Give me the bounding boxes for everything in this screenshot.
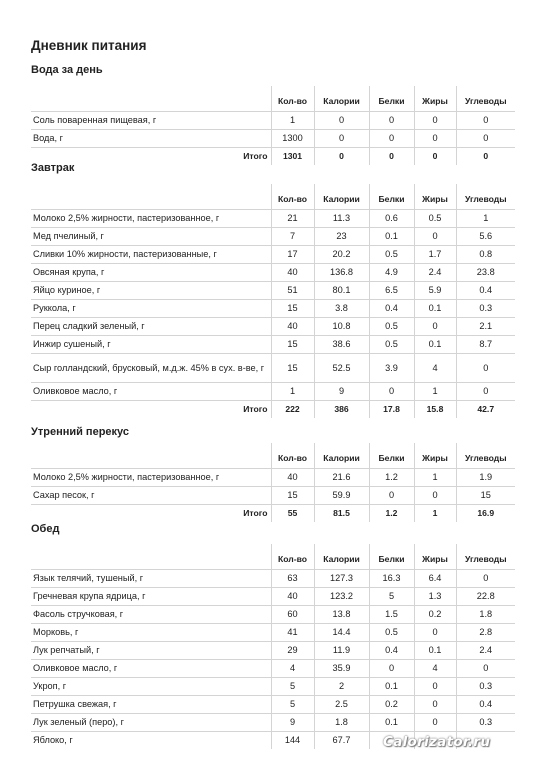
fat-cell: 2.4 bbox=[414, 264, 456, 282]
fat-cell: 0.1 bbox=[414, 336, 456, 354]
qty-cell: 40 bbox=[271, 318, 314, 336]
food-name: Сыр голландский, брусковый, м.д.ж. 45% в сух. в-ве, г bbox=[31, 354, 271, 383]
calories-cell: 67.7 bbox=[314, 732, 369, 750]
total-calories: 0 bbox=[314, 148, 369, 166]
protein-cell: 0.6 bbox=[369, 210, 414, 228]
protein-cell: 0 bbox=[369, 112, 414, 130]
total-label: Итого bbox=[31, 148, 271, 166]
table-row bbox=[31, 282, 515, 300]
protein-cell: 0.5 bbox=[369, 246, 414, 264]
protein-cell: 0 bbox=[369, 130, 414, 148]
carbs-cell: 1 bbox=[456, 210, 515, 228]
table-row bbox=[31, 642, 515, 660]
calories-cell: 14.4 bbox=[314, 624, 369, 642]
qty-cell: 5 bbox=[271, 696, 314, 714]
header-fat: Жиры bbox=[414, 544, 456, 570]
food-name: Укроп, г bbox=[31, 678, 271, 696]
section-title-lunch: Обед bbox=[31, 523, 60, 535]
food-name: Сливки 10% жирности, пастеризованные, г bbox=[31, 246, 271, 264]
table-header-row bbox=[31, 184, 515, 210]
food-name: Соль поваренная пищевая, г bbox=[31, 112, 271, 130]
table-row bbox=[31, 130, 515, 148]
calories-cell: 0 bbox=[314, 130, 369, 148]
calories-cell: 38.6 bbox=[314, 336, 369, 354]
fat-cell: 0 bbox=[414, 624, 456, 642]
total-label: Итого bbox=[31, 401, 271, 419]
header-qty: Кол-во bbox=[271, 184, 314, 210]
header-protein: Белки bbox=[369, 184, 414, 210]
food-name: Оливковое масло, г bbox=[31, 660, 271, 678]
fat-cell: 0.2 bbox=[414, 606, 456, 624]
header-qty: Кол-во bbox=[271, 86, 314, 112]
fat-cell: 0 bbox=[414, 318, 456, 336]
qty-cell: 60 bbox=[271, 606, 314, 624]
qty-cell: 7 bbox=[271, 228, 314, 246]
food-name: Вода, г bbox=[31, 130, 271, 148]
table-row bbox=[31, 570, 515, 588]
carbs-cell: 0.4 bbox=[456, 696, 515, 714]
qty-cell: 5 bbox=[271, 678, 314, 696]
qty-cell: 15 bbox=[271, 354, 314, 383]
calories-cell: 0 bbox=[314, 112, 369, 130]
food-name: Петрушка свежая, г bbox=[31, 696, 271, 714]
total-qty: 1301 bbox=[271, 148, 314, 166]
carbs-cell: 0 bbox=[456, 570, 515, 588]
calories-cell: 3.8 bbox=[314, 300, 369, 318]
carbs-cell: 15 bbox=[456, 487, 515, 505]
table-row bbox=[31, 696, 515, 714]
carbs-cell: 0.3 bbox=[456, 300, 515, 318]
table-water bbox=[31, 86, 515, 165]
calories-cell: 52.5 bbox=[314, 354, 369, 383]
header-protein: Белки bbox=[369, 443, 414, 469]
fat-cell: 4 bbox=[414, 354, 456, 383]
qty-cell: 63 bbox=[271, 570, 314, 588]
table-row bbox=[31, 469, 515, 487]
table-row bbox=[31, 210, 515, 228]
food-name: Инжир сушеный, г bbox=[31, 336, 271, 354]
fat-cell: 4 bbox=[414, 660, 456, 678]
header-fat: Жиры bbox=[414, 184, 456, 210]
table-row bbox=[31, 487, 515, 505]
fat-cell: 0 bbox=[414, 112, 456, 130]
protein-cell: 6.5 bbox=[369, 282, 414, 300]
section-title-morning-snack: Утренний перекус bbox=[31, 426, 130, 438]
protein-cell: 0.1 bbox=[369, 228, 414, 246]
header-qty: Кол-во bbox=[271, 443, 314, 469]
protein-cell: 0.4 bbox=[369, 300, 414, 318]
header-corner bbox=[31, 86, 271, 112]
fat-cell: 6.4 bbox=[414, 570, 456, 588]
header-fat: Жиры bbox=[414, 443, 456, 469]
food-name: Язык телячий, тушеный, г bbox=[31, 570, 271, 588]
table-row bbox=[31, 112, 515, 130]
table-row bbox=[31, 606, 515, 624]
watermark: Calorizator.ru bbox=[383, 734, 491, 750]
total-qty: 55 bbox=[271, 505, 314, 523]
food-name: Лук зеленый (перо), г bbox=[31, 714, 271, 732]
food-name: Гречневая крупа ядрица, г bbox=[31, 588, 271, 606]
table-morning-snack bbox=[31, 443, 515, 522]
calories-cell: 10.8 bbox=[314, 318, 369, 336]
qty-cell: 1 bbox=[271, 112, 314, 130]
table-row bbox=[31, 264, 515, 282]
table-row bbox=[31, 588, 515, 606]
fat-cell: 0 bbox=[414, 714, 456, 732]
total-row bbox=[31, 148, 515, 166]
carbs-cell: 0.8 bbox=[456, 246, 515, 264]
total-calories: 386 bbox=[314, 401, 369, 419]
qty-cell: 40 bbox=[271, 588, 314, 606]
table-header-row bbox=[31, 86, 515, 112]
header-fat: Жиры bbox=[414, 86, 456, 112]
protein-cell: 0 bbox=[369, 487, 414, 505]
food-name: Руккола, г bbox=[31, 300, 271, 318]
header-carbs: Углеводы bbox=[456, 184, 515, 210]
carbs-cell: 0.3 bbox=[456, 714, 515, 732]
qty-cell: 29 bbox=[271, 642, 314, 660]
calories-cell: 11.3 bbox=[314, 210, 369, 228]
carbs-cell: 1.8 bbox=[456, 606, 515, 624]
food-name: Морковь, г bbox=[31, 624, 271, 642]
header-qty: Кол-во bbox=[271, 544, 314, 570]
fat-cell: 0.1 bbox=[414, 300, 456, 318]
calories-cell: 127.3 bbox=[314, 570, 369, 588]
table-header-row bbox=[31, 544, 515, 570]
qty-cell: 1300 bbox=[271, 130, 314, 148]
fat-cell: 0 bbox=[414, 130, 456, 148]
protein-cell: 0 bbox=[369, 383, 414, 401]
food-name: Молоко 2,5% жирности, пастеризованное, г bbox=[31, 469, 271, 487]
qty-cell: 4 bbox=[271, 660, 314, 678]
table-breakfast bbox=[31, 184, 515, 418]
table-row bbox=[31, 336, 515, 354]
carbs-cell: 0.4 bbox=[456, 282, 515, 300]
carbs-cell: 23.8 bbox=[456, 264, 515, 282]
header-calories: Калории bbox=[314, 184, 369, 210]
calories-cell: 2 bbox=[314, 678, 369, 696]
qty-cell: 144 bbox=[271, 732, 314, 750]
protein-cell: 0.4 bbox=[369, 642, 414, 660]
header-protein: Белки bbox=[369, 544, 414, 570]
table-row bbox=[31, 624, 515, 642]
protein-cell: 3.9 bbox=[369, 354, 414, 383]
qty-cell: 1 bbox=[271, 383, 314, 401]
food-name: Овсяная крупа, г bbox=[31, 264, 271, 282]
fat-cell: 1.7 bbox=[414, 246, 456, 264]
table-row bbox=[31, 660, 515, 678]
header-calories: Калории bbox=[314, 86, 369, 112]
page-title: Дневник питания bbox=[31, 38, 147, 53]
total-carbs: 42.7 bbox=[456, 401, 515, 419]
fat-cell: 0 bbox=[414, 696, 456, 714]
total-protein: 1.2 bbox=[369, 505, 414, 523]
calories-cell: 21.6 bbox=[314, 469, 369, 487]
calories-cell: 1.8 bbox=[314, 714, 369, 732]
table-row bbox=[31, 714, 515, 732]
header-corner bbox=[31, 443, 271, 469]
qty-cell: 17 bbox=[271, 246, 314, 264]
food-name: Сахар песок, г bbox=[31, 487, 271, 505]
food-name: Оливковое масло, г bbox=[31, 383, 271, 401]
protein-cell: 0.2 bbox=[369, 696, 414, 714]
table-row bbox=[31, 246, 515, 264]
qty-cell: 40 bbox=[271, 264, 314, 282]
table-lunch bbox=[31, 544, 515, 749]
protein-cell: 0 bbox=[369, 660, 414, 678]
carbs-cell: 0 bbox=[456, 660, 515, 678]
table-row bbox=[31, 678, 515, 696]
total-protein: 17.8 bbox=[369, 401, 414, 419]
header-carbs: Углеводы bbox=[456, 544, 515, 570]
header-calories: Калории bbox=[314, 544, 369, 570]
calories-cell: 23 bbox=[314, 228, 369, 246]
fat-cell: 1.3 bbox=[414, 588, 456, 606]
total-row bbox=[31, 401, 515, 419]
calories-cell: 35.9 bbox=[314, 660, 369, 678]
fat-cell: 0.1 bbox=[414, 642, 456, 660]
carbs-cell: 0 bbox=[456, 383, 515, 401]
food-name: Яйцо куриное, г bbox=[31, 282, 271, 300]
calories-cell: 136.8 bbox=[314, 264, 369, 282]
protein-cell: 5 bbox=[369, 588, 414, 606]
protein-cell: 1.2 bbox=[369, 469, 414, 487]
qty-cell: 15 bbox=[271, 487, 314, 505]
total-fat: 0 bbox=[414, 148, 456, 166]
table-row bbox=[31, 354, 515, 383]
calories-cell: 20.2 bbox=[314, 246, 369, 264]
section-title-breakfast: Завтрак bbox=[31, 162, 75, 174]
total-fat: 15.8 bbox=[414, 401, 456, 419]
calories-cell: 123.2 bbox=[314, 588, 369, 606]
qty-cell: 15 bbox=[271, 336, 314, 354]
total-carbs: 16.9 bbox=[456, 505, 515, 523]
calories-cell: 80.1 bbox=[314, 282, 369, 300]
protein-cell: 4.9 bbox=[369, 264, 414, 282]
carbs-cell: 2.4 bbox=[456, 642, 515, 660]
food-name: Лук репчатый, г bbox=[31, 642, 271, 660]
table-row bbox=[31, 300, 515, 318]
total-label: Итого bbox=[31, 505, 271, 523]
fat-cell: 0 bbox=[414, 678, 456, 696]
food-name: Яблоко, г bbox=[31, 732, 271, 750]
calories-cell: 2.5 bbox=[314, 696, 369, 714]
fat-cell: 0.5 bbox=[414, 210, 456, 228]
total-calories: 81.5 bbox=[314, 505, 369, 523]
food-name: Мед пчелиный, г bbox=[31, 228, 271, 246]
header-carbs: Углеводы bbox=[456, 443, 515, 469]
qty-cell: 40 bbox=[271, 469, 314, 487]
carbs-cell: 8.7 bbox=[456, 336, 515, 354]
protein-cell: 0.5 bbox=[369, 336, 414, 354]
carbs-cell: 0 bbox=[456, 354, 515, 383]
protein-cell: 0.5 bbox=[369, 624, 414, 642]
food-name: Молоко 2,5% жирности, пастеризованное, г bbox=[31, 210, 271, 228]
header-carbs: Углеводы bbox=[456, 86, 515, 112]
carbs-cell: 0 bbox=[456, 112, 515, 130]
header-calories: Калории bbox=[314, 443, 369, 469]
fat-cell: 0 bbox=[414, 487, 456, 505]
table-row bbox=[31, 228, 515, 246]
fat-cell: 1 bbox=[414, 469, 456, 487]
table-header-row bbox=[31, 443, 515, 469]
calories-cell: 59.9 bbox=[314, 487, 369, 505]
calories-cell: 11.9 bbox=[314, 642, 369, 660]
table-row bbox=[31, 383, 515, 401]
qty-cell: 9 bbox=[271, 714, 314, 732]
carbs-cell: 2.8 bbox=[456, 624, 515, 642]
table-row bbox=[31, 318, 515, 336]
total-fat: 1 bbox=[414, 505, 456, 523]
food-name: Перец сладкий зеленый, г bbox=[31, 318, 271, 336]
total-protein: 0 bbox=[369, 148, 414, 166]
carbs-cell: 1.9 bbox=[456, 469, 515, 487]
protein-cell: 16.3 bbox=[369, 570, 414, 588]
calories-cell: 9 bbox=[314, 383, 369, 401]
qty-cell: 21 bbox=[271, 210, 314, 228]
total-qty: 222 bbox=[271, 401, 314, 419]
food-name: Фасоль стручковая, г bbox=[31, 606, 271, 624]
protein-cell: 1.5 bbox=[369, 606, 414, 624]
fat-cell: 0 bbox=[414, 228, 456, 246]
header-corner bbox=[31, 184, 271, 210]
protein-cell: 0.1 bbox=[369, 678, 414, 696]
header-protein: Белки bbox=[369, 86, 414, 112]
qty-cell: 41 bbox=[271, 624, 314, 642]
qty-cell: 51 bbox=[271, 282, 314, 300]
header-corner bbox=[31, 544, 271, 570]
protein-cell: 0.1 bbox=[369, 714, 414, 732]
total-carbs: 0 bbox=[456, 148, 515, 166]
fat-cell: 1 bbox=[414, 383, 456, 401]
qty-cell: 15 bbox=[271, 300, 314, 318]
total-row bbox=[31, 505, 515, 523]
fat-cell: 5.9 bbox=[414, 282, 456, 300]
carbs-cell: 0.3 bbox=[456, 678, 515, 696]
carbs-cell: 22.8 bbox=[456, 588, 515, 606]
carbs-cell: 5.6 bbox=[456, 228, 515, 246]
calories-cell: 13.8 bbox=[314, 606, 369, 624]
section-title-water: Вода за день bbox=[31, 64, 103, 76]
protein-cell: 0.5 bbox=[369, 318, 414, 336]
carbs-cell: 2.1 bbox=[456, 318, 515, 336]
carbs-cell: 0 bbox=[456, 130, 515, 148]
